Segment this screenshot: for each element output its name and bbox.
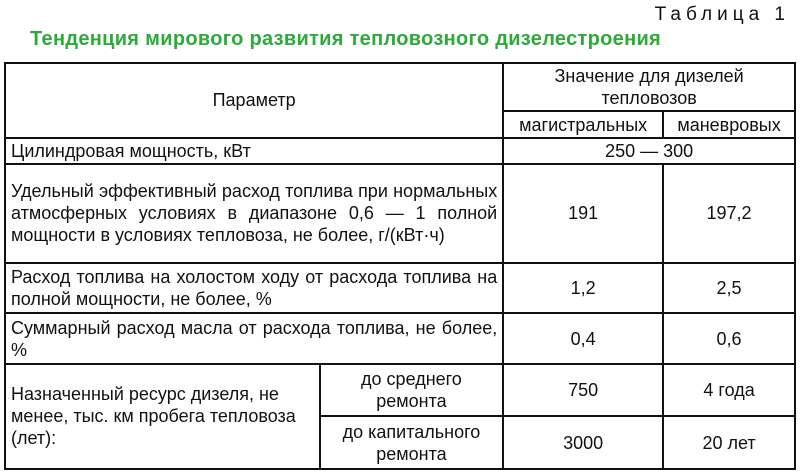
value-main-cell: 191 [503,164,663,263]
table-row [5,364,795,417]
value-shunting-cell: 2,5 [663,263,795,313]
header-parameter: Параметр [5,63,503,138]
param-cell: Суммарный расход масла от расхода топлива, не более, % [5,313,503,363]
header-shunting: маневровых [663,111,795,137]
value-main-cell: 3000 [503,416,663,469]
param-cell: Удельный эффективный расход топлива при нормальных атмосферных условиях в диапазоне 0,6 — 1 полной мощности в условиях тепловоза, не более, г/(кВт·ч) [5,164,503,263]
table-row [5,138,795,164]
table-number-label: Таблица 1 [654,4,790,25]
resource-sub-cell: до капитального ремонта [320,416,504,469]
table-row [5,313,795,363]
param-cell: Цилиндровая мощность, кВт [5,138,503,164]
value-main-cell: 0,4 [503,313,663,363]
header-value-group: Значение для дизелей тепловозов [503,63,795,111]
header-main-line: магистральных [503,111,663,137]
value-shunting-cell: 197,2 [663,164,795,263]
resource-param-cell: Назначенный ресурс дизеля, не менее, тыс. км пробега тепловоза (лет): [5,364,320,469]
table-title: Тенденция мирового развития тепловозного дизелестроения [30,28,662,50]
resource-sub-cell: до среднего ремонта [320,364,504,417]
diesel-parameters-table [4,62,796,470]
value-main-cell: 750 [503,364,663,417]
value-shunting-cell: 20 лет [663,416,795,469]
value-main-cell: 1,2 [503,263,663,313]
param-cell: Расход топлива на холостом ходу от расхода топлива на полной мощности, не более, % [5,263,503,313]
header-row [5,63,795,111]
table-row [5,164,795,263]
table-row [5,263,795,313]
value-span-cell: 250 — 300 [503,138,795,164]
value-shunting-cell: 0,6 [663,313,795,363]
value-shunting-cell: 4 года [663,364,795,417]
